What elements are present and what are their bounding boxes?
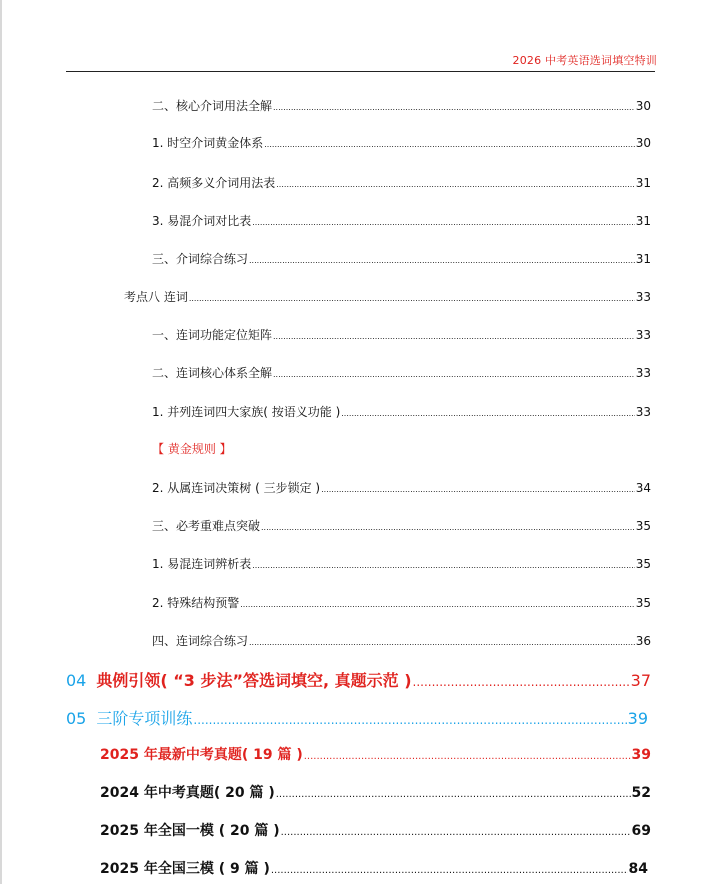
toc-leader-dots — [193, 713, 626, 727]
toc-entry[interactable] — [152, 517, 651, 534]
toc-entry[interactable] — [152, 594, 651, 611]
toc-entry[interactable] — [152, 555, 651, 572]
toc-entry[interactable] — [100, 744, 651, 764]
running-header-title: 2026 中考英语选词填空特训 — [512, 54, 657, 67]
toc-leader-dots — [189, 294, 635, 303]
toc-entry-page: 31 — [635, 176, 651, 190]
toc-entry[interactable] — [152, 326, 651, 343]
toc-entry[interactable] — [152, 364, 651, 381]
toc-entry[interactable] — [152, 174, 651, 191]
toc-entry-page: 39 — [631, 747, 651, 763]
toc-entry-title: 三、必考重难点突破 — [152, 519, 261, 533]
toc-leader-dots — [264, 140, 634, 149]
toc-entry-title: 2025 年最新中考真题( 19 篇 ) — [100, 747, 303, 763]
toc-leader-dots — [249, 638, 635, 647]
toc-entry-title: 2025 年全国一模 ( 20 篇 ) — [100, 823, 280, 839]
toc-entry-title: 2. 从属连词决策树 ( 三步锁定 ) — [152, 481, 321, 495]
toc-entry-page: 30 — [635, 99, 651, 113]
toc-leader-dots — [261, 523, 635, 532]
toc-entry-page: 35 — [635, 557, 651, 571]
toc-leader-dots — [271, 865, 628, 876]
chapter-number: 05 — [66, 709, 87, 728]
toc-entry-title: 3. 易混介词对比表 — [152, 214, 252, 228]
toc-entry-title: 考点八 连词 — [124, 290, 188, 304]
toc-chapter-04[interactable] — [66, 668, 651, 691]
toc-leader-dots — [273, 370, 635, 379]
toc-entry[interactable] — [152, 632, 651, 649]
toc-entry-page: 36 — [635, 634, 651, 648]
toc-entry-page: 33 — [635, 328, 651, 342]
toc-leader-dots — [341, 409, 634, 418]
toc-entry[interactable] — [152, 250, 651, 267]
toc-leader-dots — [240, 600, 634, 609]
toc-entry-title: 1. 易混连词辨析表 — [152, 557, 252, 571]
toc-leader-dots — [252, 561, 634, 570]
toc-entry[interactable] — [152, 403, 651, 420]
chapter-number: 04 — [66, 671, 87, 690]
toc-entry-title: 1. 并列连词四大家族( 按语义功能 ) — [152, 405, 341, 419]
toc-entry-page: 69 — [631, 823, 651, 839]
toc-entry[interactable] — [152, 479, 651, 496]
toc-entry-title: 四、连词综合练习 — [152, 634, 249, 648]
toc-entry[interactable] — [152, 134, 651, 151]
toc-leader-dots — [273, 103, 635, 112]
toc-entry-page: 30 — [635, 136, 651, 150]
toc-entry[interactable] — [152, 97, 651, 114]
toc-entry-title: 典例引领( “3 步法”答选词填空, 真题示范 ) — [96, 671, 412, 690]
toc-entry-page: 31 — [635, 252, 651, 266]
toc-entry-page: 33 — [635, 366, 651, 380]
toc-leader-dots — [276, 180, 634, 189]
toc-entry-title: 2. 高频多义介词用法表 — [152, 176, 276, 190]
toc-entry-page: 31 — [635, 214, 651, 228]
toc-entry-title: 一、连词功能定位矩阵 — [152, 328, 273, 342]
toc-entry-page: 39 — [627, 709, 648, 728]
toc-leader-dots — [304, 751, 631, 762]
toc-leader-dots — [321, 485, 635, 494]
toc-leader-dots — [273, 332, 635, 341]
toc-leader-dots — [249, 256, 635, 265]
toc-entry[interactable] — [100, 782, 651, 802]
toc-entry-page: 37 — [630, 671, 651, 690]
toc-entry[interactable] — [100, 858, 648, 878]
toc-entry-page: 33 — [635, 405, 651, 419]
toc-entry-title: 二、核心介词用法全解 — [152, 99, 273, 113]
header-rule — [66, 71, 655, 72]
toc-entry[interactable] — [124, 288, 651, 305]
toc-entry-title: 2025 年全国三模 ( 9 篇 ) — [100, 861, 270, 877]
toc-entry-page: 52 — [631, 785, 651, 801]
toc-entry-page: 84 — [628, 861, 648, 877]
toc-entry-title: 2. 特殊结构预警 — [152, 596, 240, 610]
toc-entry-page: 35 — [635, 596, 651, 610]
golden-rule-label: 【 黄金规则 】 — [152, 442, 232, 456]
toc-entry[interactable] — [152, 212, 651, 229]
toc-entry-page: 35 — [635, 519, 651, 533]
toc-entry-title: 三阶专项训练 — [96, 709, 193, 728]
toc-leader-dots — [252, 218, 634, 227]
toc-entry-page: 33 — [635, 290, 651, 304]
toc-leader-dots — [281, 827, 631, 838]
toc-leader-dots — [413, 675, 630, 689]
toc-entry-title: 2024 年中考真题( 20 篇 ) — [100, 785, 275, 801]
toc-entry-title: 1. 时空介词黄金体系 — [152, 136, 264, 150]
toc-leader-dots — [276, 789, 631, 800]
page-left-border — [0, 0, 2, 884]
toc-entry-title: 二、连词核心体系全解 — [152, 366, 273, 380]
toc-entry-title: 三、介词综合练习 — [152, 252, 249, 266]
toc-entry[interactable] — [100, 820, 651, 840]
toc-chapter-05[interactable] — [66, 706, 648, 729]
toc-entry-page: 34 — [635, 481, 651, 495]
